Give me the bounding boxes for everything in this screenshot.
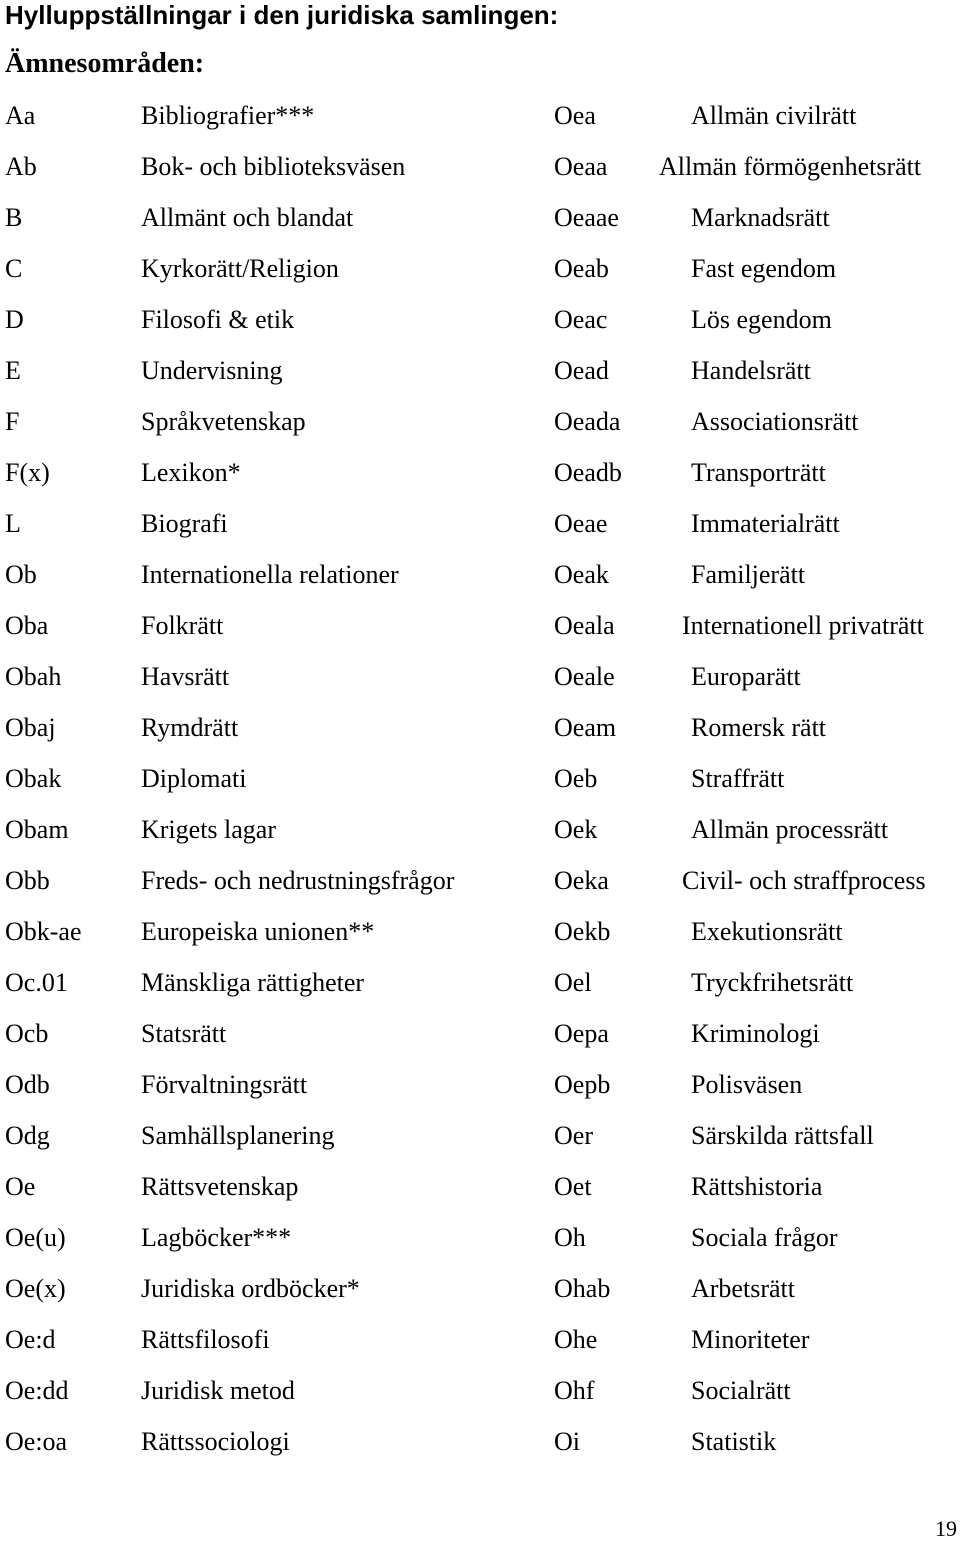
subject-name-left: Rättsfilosofi (141, 1325, 270, 1354)
shelf-code-right: Oeka (554, 866, 609, 895)
shelf-code-right: Oeak (554, 560, 609, 589)
shelf-code-right: Oekb (554, 917, 611, 946)
subject-name-right: Allmän processrätt (691, 815, 889, 844)
section-title: Ämnesområden: (5, 48, 205, 79)
subject-name-right: Socialrätt (691, 1376, 791, 1405)
subject-name-left: Europeiska unionen** (141, 917, 375, 946)
subject-name-left: Filosofi & etik (141, 305, 295, 334)
subject-name-left: Lagböcker*** (141, 1223, 292, 1252)
subject-name-left: Språkvetenskap (141, 407, 306, 436)
table-row (0, 1269, 960, 1320)
shelf-code-right: Oeaae (554, 203, 619, 232)
subject-name-right: Minoriteter (691, 1325, 810, 1354)
subject-name-right: Immaterialrätt (691, 509, 840, 538)
table-row (0, 1371, 960, 1422)
shelf-code-left: Odg (5, 1121, 50, 1150)
shelf-code-left: Aa (5, 101, 36, 130)
subject-name-right: Lös egendom (691, 305, 832, 334)
subject-name-right: Transporträtt (691, 458, 826, 487)
subject-name-left: Internationella relationer (141, 560, 399, 589)
subject-name-right: Statistik (691, 1427, 777, 1456)
subject-name-right: Arbetsrätt (691, 1274, 795, 1303)
shelf-code-left: B (5, 203, 23, 232)
table-row (0, 300, 960, 351)
shelf-code-right: Oh (554, 1223, 586, 1252)
subject-name-right: Familjerätt (691, 560, 806, 589)
subject-name-left: Bibliografier*** (141, 101, 315, 130)
shelf-code-right: Oer (554, 1121, 593, 1150)
shelf-code-left: Odb (5, 1070, 50, 1099)
subject-name-right: Associationsrätt (691, 407, 859, 436)
shelf-code-right: Oepb (554, 1070, 611, 1099)
subject-name-right: Marknadsrätt (691, 203, 830, 232)
shelf-code-right: Oeb (554, 764, 598, 793)
shelf-code-left: C (5, 254, 23, 283)
shelf-code-left: F (5, 407, 20, 436)
subject-name-left: Biografi (141, 509, 228, 538)
table-row (0, 1422, 960, 1473)
shelf-code-left: F(x) (5, 458, 50, 487)
shelf-code-right: Oek (554, 815, 598, 844)
subject-name-left: Juridiska ordböcker* (141, 1274, 360, 1303)
shelf-code-right: Oepa (554, 1019, 609, 1048)
shelf-code-left: Oe (5, 1172, 36, 1201)
subject-name-right: Polisväsen (691, 1070, 803, 1099)
shelf-code-left: Oe(u) (5, 1223, 66, 1252)
subject-name-left: Havsrätt (141, 662, 230, 691)
subject-name-right: Romersk rätt (691, 713, 827, 742)
subject-table (0, 96, 960, 1473)
shelf-code-left: Ob (5, 560, 37, 589)
subject-name-right: Europarätt (691, 662, 801, 691)
shelf-code-right: Oeaa (554, 152, 608, 181)
subject-name-right: Allmän förmögenhetsrätt (659, 152, 922, 181)
subject-name-left: Mänskliga rättigheter (141, 968, 365, 997)
table-row (0, 96, 960, 147)
subject-name-left: Folkrätt (141, 611, 224, 640)
table-row (0, 861, 960, 912)
shelf-code-left: L (5, 509, 21, 538)
table-row (0, 504, 960, 555)
shelf-code-left: Oc.01 (5, 968, 68, 997)
page-title: Hylluppställningar i den juridiska samlingen: (5, 0, 559, 30)
table-row (0, 810, 960, 861)
subject-name-left: Rättsvetenskap (141, 1172, 299, 1201)
table-row (0, 1218, 960, 1269)
shelf-code-left: Oe:oa (5, 1427, 68, 1456)
shelf-code-left: Obk-ae (5, 917, 82, 946)
subject-name-right: Handelsrätt (691, 356, 811, 385)
subject-name-left: Samhällsplanering (141, 1121, 335, 1150)
subject-name-left: Juridisk metod (141, 1376, 295, 1405)
subject-name-right: Fast egendom (691, 254, 837, 283)
subject-name-right: Straffrätt (691, 764, 785, 793)
table-row (0, 351, 960, 402)
shelf-code-left: D (5, 305, 24, 334)
subject-name-right: Internationell privaträtt (682, 611, 924, 640)
shelf-code-right: Oet (554, 1172, 592, 1201)
subject-name-left: Krigets lagar (141, 815, 277, 844)
shelf-code-right: Oeam (554, 713, 617, 742)
shelf-code-left: Obam (5, 815, 69, 844)
table-row (0, 708, 960, 759)
table-row (0, 453, 960, 504)
table-row (0, 1320, 960, 1371)
subject-name-right: Sociala frågor (691, 1223, 838, 1252)
shelf-code-right: Oead (554, 356, 609, 385)
shelf-code-right: Oeab (554, 254, 609, 283)
table-row (0, 249, 960, 300)
subject-name-left: Rymdrätt (141, 713, 239, 742)
subject-name-left: Freds- och nedrustningsfrågor (141, 866, 455, 895)
table-row (0, 198, 960, 249)
subject-name-left: Undervisning (141, 356, 283, 385)
table-row (0, 657, 960, 708)
subject-name-right: Exekutionsrätt (691, 917, 843, 946)
shelf-code-left: Oe(x) (5, 1274, 66, 1303)
subject-name-left: Diplomati (141, 764, 247, 793)
table-row (0, 1014, 960, 1065)
subject-name-right: Tryckfrihetsrätt (691, 968, 854, 997)
subject-name-left: Förvaltningsrätt (141, 1070, 308, 1099)
table-row (0, 912, 960, 963)
subject-name-left: Statsrätt (141, 1019, 227, 1048)
subject-name-left: Bok- och biblioteksväsen (141, 152, 406, 181)
shelf-code-right: Ohf (554, 1376, 595, 1405)
shelf-code-left: Oba (5, 611, 49, 640)
shelf-code-left: Obak (5, 764, 62, 793)
subject-name-left: Rättssociologi (141, 1427, 290, 1456)
page-number: 19 (935, 1516, 957, 1541)
table-row (0, 147, 960, 198)
shelf-code-right: Ohe (554, 1325, 598, 1354)
shelf-code-right: Oeadb (554, 458, 622, 487)
subject-name-left: Allmänt och blandat (141, 203, 354, 232)
shelf-code-left: Obaj (5, 713, 56, 742)
subject-name-right: Allmän civilrätt (691, 101, 857, 130)
shelf-code-left: Oe:d (5, 1325, 56, 1354)
shelf-code-left: Obah (5, 662, 62, 691)
shelf-code-right: Oeac (554, 305, 608, 334)
table-row (0, 1167, 960, 1218)
table-row (0, 606, 960, 657)
shelf-code-right: Oeale (554, 662, 615, 691)
table-row (0, 555, 960, 606)
table-row (0, 1116, 960, 1167)
table-row (0, 963, 960, 1014)
shelf-code-right: Oi (554, 1427, 580, 1456)
shelf-code-left: Obb (5, 866, 50, 895)
table-row (0, 402, 960, 453)
shelf-code-right: Oel (554, 968, 592, 997)
subject-name-right: Särskilda rättsfall (691, 1121, 874, 1150)
subject-name-right: Rättshistoria (691, 1172, 823, 1201)
shelf-code-right: Oeala (554, 611, 615, 640)
shelf-code-right: Ohab (554, 1274, 611, 1303)
shelf-code-left: Oe:dd (5, 1376, 69, 1405)
subject-name-right: Kriminologi (691, 1019, 820, 1048)
shelf-code-right: Oea (554, 101, 596, 130)
shelf-code-right: Oeada (554, 407, 621, 436)
subject-name-right: Civil- och straffprocess (682, 866, 926, 895)
table-row (0, 759, 960, 810)
shelf-code-left: Ocb (5, 1019, 49, 1048)
table-row (0, 1065, 960, 1116)
shelf-code-right: Oeae (554, 509, 608, 538)
shelf-code-left: Ab (5, 152, 37, 181)
shelf-code-left: E (5, 356, 21, 385)
subject-name-left: Kyrkorätt/Religion (141, 254, 339, 283)
subject-name-left: Lexikon* (141, 458, 241, 487)
